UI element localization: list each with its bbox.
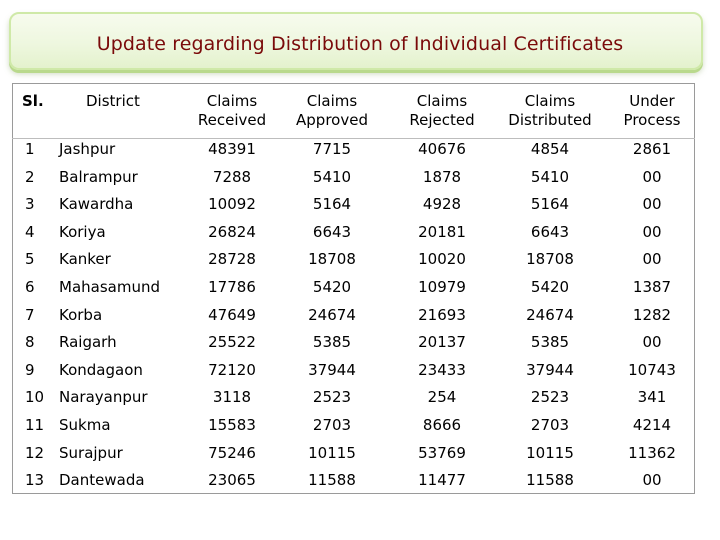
- cell-district: Narayanpur: [59, 388, 148, 407]
- cell-claims-rejected: 254: [427, 388, 457, 407]
- cell-claims-received: 47649: [208, 305, 256, 324]
- header-divider: [12, 138, 695, 139]
- cell-claims-rejected: 10979: [418, 278, 466, 296]
- header-claims-rejected: [409, 92, 474, 130]
- table-row: [0, 278, 720, 306]
- cell-claims-approved: 5385: [312, 333, 352, 352]
- header-line-2: Rejected: [409, 111, 475, 129]
- cell-sl: 4: [25, 222, 35, 241]
- cell-district: Koriya: [59, 222, 106, 241]
- cell-under-process: 11362: [628, 443, 676, 462]
- cell-claims-rejected: 20181: [418, 222, 466, 241]
- header-claims-received: [198, 92, 266, 130]
- cell-claims-received: 17786: [208, 278, 256, 296]
- cell-claims-distributed: 10115: [526, 443, 574, 462]
- cell-claims-rejected: 1878: [422, 167, 462, 186]
- cell-claims-received: 10092: [208, 195, 256, 214]
- cell-claims-distributed: 11588: [526, 471, 574, 490]
- cell-district: Korba: [59, 305, 103, 324]
- cell-sl: 9: [25, 360, 35, 379]
- cell-sl: 1: [25, 140, 35, 158]
- cell-claims-approved: 6643: [312, 222, 352, 241]
- table-row: [0, 250, 720, 278]
- cell-claims-approved: 24674: [308, 305, 356, 324]
- cell-under-process: 2861: [632, 140, 672, 158]
- cell-claims-approved: 10115: [308, 443, 356, 462]
- cell-claims-distributed: 5164: [530, 195, 570, 214]
- cell-under-process: 10743: [628, 360, 676, 379]
- cell-under-process: 00: [642, 167, 662, 186]
- cell-claims-approved: 11588: [308, 471, 356, 490]
- table-row: [0, 333, 720, 361]
- table-row: [0, 223, 720, 251]
- cell-claims-distributed: 18708: [526, 250, 574, 269]
- cell-sl: 6: [25, 278, 35, 296]
- cell-sl: 10: [25, 388, 45, 407]
- table-row: [0, 168, 720, 196]
- cell-claims-rejected: 21693: [418, 305, 466, 324]
- header-sl: [22, 92, 44, 111]
- table-row: [0, 416, 720, 444]
- cell-claims-distributed: 2523: [530, 388, 570, 407]
- table-row: [0, 195, 720, 223]
- cell-claims-distributed: 5385: [530, 333, 570, 352]
- cell-under-process: 1387: [632, 278, 672, 296]
- cell-claims-approved: 5410: [312, 167, 352, 186]
- table-row: [0, 444, 720, 472]
- cell-claims-received: 23065: [208, 471, 256, 490]
- cell-claims-received: 72120: [208, 360, 256, 379]
- cell-claims-distributed: 2703: [530, 416, 570, 434]
- cell-claims-approved: 5164: [312, 195, 352, 214]
- cell-claims-approved: 2703: [312, 416, 352, 434]
- cell-claims-received: 25522: [208, 333, 256, 352]
- cell-claims-rejected: 8666: [422, 416, 462, 434]
- cell-claims-distributed: 6643: [530, 222, 570, 241]
- table-row: [0, 471, 720, 499]
- header-line-1: Claims: [306, 92, 358, 110]
- cell-claims-approved: 5420: [312, 278, 352, 296]
- header-under-process: [624, 92, 681, 130]
- cell-under-process: 00: [642, 333, 662, 352]
- cell-claims-approved: 7715: [312, 140, 352, 158]
- cell-district: Sukma: [59, 416, 111, 434]
- header-line-1: Under: [629, 92, 675, 110]
- header-line-1: Sl.: [22, 92, 44, 110]
- cell-claims-distributed: 5420: [530, 278, 570, 296]
- cell-sl: 12: [25, 443, 45, 462]
- cell-district: Kondagaon: [59, 360, 143, 379]
- table-row: [0, 140, 720, 168]
- cell-claims-rejected: 4928: [422, 195, 462, 214]
- header-claims-distributed: [508, 92, 591, 130]
- cell-sl: 2: [25, 167, 35, 186]
- cell-claims-rejected: 23433: [418, 360, 466, 379]
- cell-under-process: 00: [642, 250, 662, 269]
- cell-sl: 3: [25, 195, 35, 214]
- cell-sl: 13: [25, 471, 45, 490]
- cell-claims-received: 7288: [212, 167, 252, 186]
- cell-claims-received: 26824: [208, 222, 256, 241]
- header-line-1: Claims: [206, 92, 258, 110]
- cell-claims-received: 28728: [208, 250, 256, 269]
- cell-district: Balrampur: [59, 167, 138, 186]
- cell-sl: 7: [25, 305, 35, 324]
- header-district: [86, 92, 140, 111]
- cell-claims-rejected: 20137: [418, 333, 466, 352]
- cell-district: Raigarh: [59, 333, 117, 352]
- cell-claims-received: 75246: [208, 443, 256, 462]
- header-line-2: Process: [623, 111, 681, 129]
- cell-sl: 11: [25, 416, 45, 434]
- cell-claims-rejected: 40676: [418, 140, 466, 158]
- cell-district: Dantewada: [59, 471, 145, 490]
- cell-district: Kanker: [59, 250, 111, 269]
- cell-claims-approved: 37944: [308, 360, 356, 379]
- table-row: [0, 306, 720, 334]
- cell-sl: 8: [25, 333, 35, 352]
- cell-under-process: 00: [642, 195, 662, 214]
- cell-claims-distributed: 5410: [530, 167, 570, 186]
- cell-claims-approved: 2523: [312, 388, 352, 407]
- cell-district: Kawardha: [59, 195, 134, 214]
- header-line-1: Claims: [524, 92, 576, 110]
- cell-district: Mahasamund: [59, 278, 160, 296]
- cell-under-process: 341: [637, 388, 667, 407]
- cell-under-process: 00: [642, 222, 662, 241]
- cell-claims-received: 48391: [208, 140, 256, 158]
- cell-claims-received: 3118: [212, 388, 252, 407]
- cell-claims-rejected: 53769: [418, 443, 466, 462]
- table-row: [0, 388, 720, 416]
- header-line-2: Distributed: [508, 111, 592, 129]
- header-claims-approved: [296, 92, 368, 130]
- table-row: [0, 361, 720, 389]
- header-line-1: Claims: [416, 92, 468, 110]
- cell-claims-approved: 18708: [308, 250, 356, 269]
- cell-claims-distributed: 24674: [526, 305, 574, 324]
- cell-district: Jashpur: [59, 140, 116, 158]
- cell-claims-distributed: 37944: [526, 360, 574, 379]
- cell-claims-rejected: 10020: [418, 250, 466, 269]
- header-line-2: Received: [197, 111, 267, 129]
- header-line-1: District: [86, 92, 140, 110]
- cell-claims-distributed: 4854: [530, 140, 570, 158]
- cell-claims-received: 15583: [208, 416, 256, 434]
- cell-claims-rejected: 11477: [418, 471, 466, 490]
- cell-district: Surajpur: [59, 443, 123, 462]
- cell-sl: 5: [25, 250, 35, 269]
- page-title: Update regarding Distribution of Individual Certificates: [96, 33, 624, 55]
- header-line-2: Approved: [296, 111, 368, 129]
- cell-under-process: 4214: [632, 416, 672, 434]
- cell-under-process: 00: [642, 471, 662, 490]
- cell-under-process: 1282: [632, 305, 672, 324]
